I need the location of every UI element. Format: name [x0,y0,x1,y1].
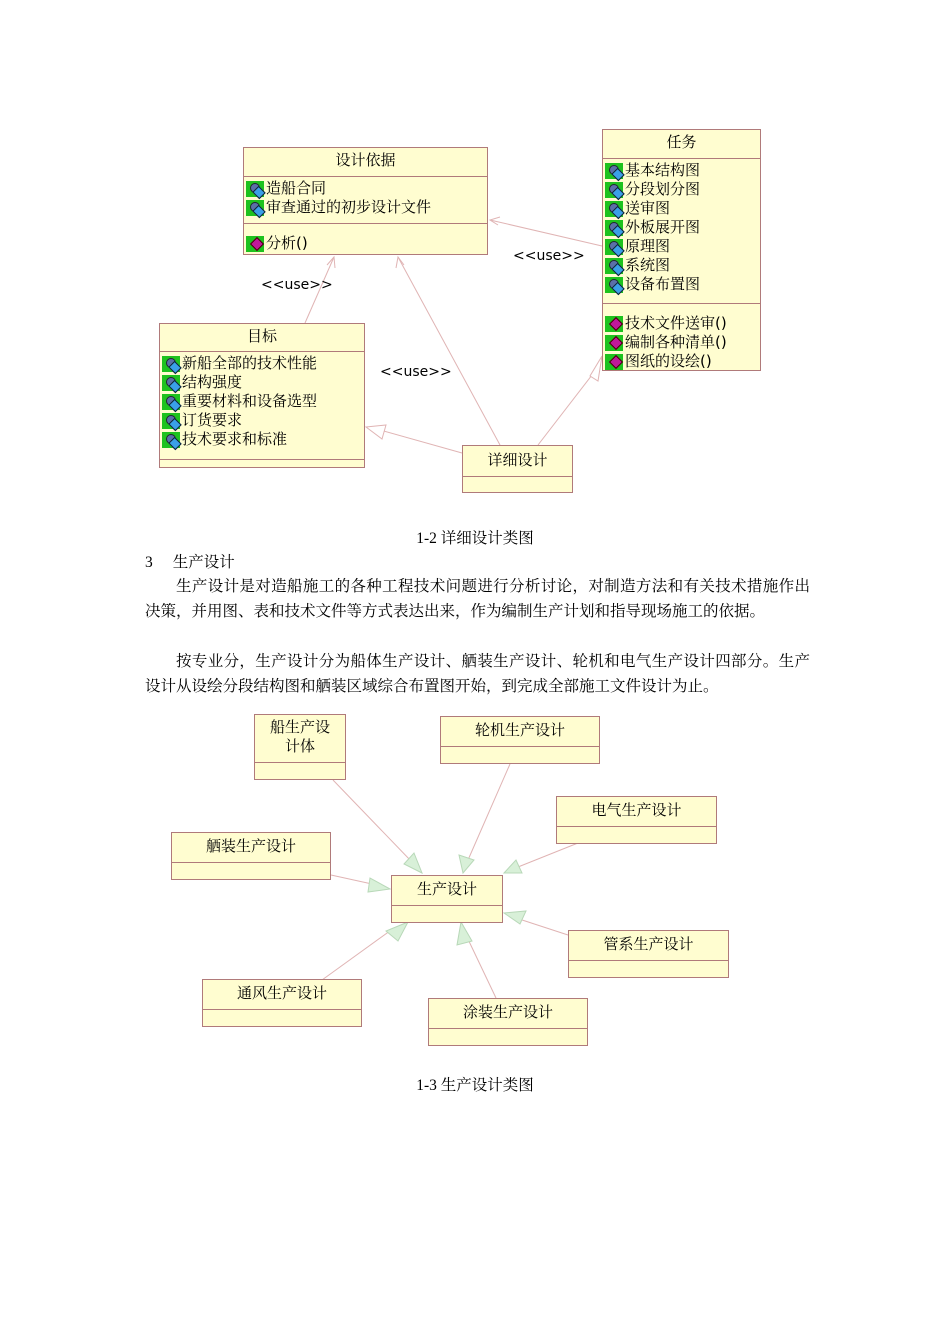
attribute-icon [605,220,623,236]
class-hull-production-design[interactable] [254,714,346,780]
class-task-attributes [603,159,760,304]
attribute-icon [162,432,180,448]
class-compartment [463,477,572,486]
class-engine-production-design[interactable] [440,716,600,764]
attribute-label: 造船合同 [266,179,327,197]
stereotype-use-label: <<use>> [261,277,333,293]
attribute-icon [162,394,180,410]
attribute-label: 技术要求和标准 [182,430,288,448]
class-hull-title-line: 计体 [284,737,315,755]
paragraph: 生产设计是对造船施工的各种工程技术问题进行分析讨论，对制造方法和有关技术措施作出决策，并用图、表和技术文件等方式表达出来，作为编制生产计划和指导现场施工的依据。 [145,578,810,620]
section-heading [145,550,235,572]
class-ventilation-production-design[interactable] [202,979,362,1027]
attribute-row [603,275,760,294]
class-piping-title: 管系生产设计 [569,931,728,961]
attribute-row [160,392,364,411]
generalization-detail-task [538,375,592,445]
attribute-icon [162,413,180,429]
generalization-arrowhead-task [590,356,602,381]
operation-label: 编制各种清单() [625,333,727,351]
attribute-label: 订货要求 [182,411,243,429]
section-title: 生产设计 [172,554,235,571]
operation-icon [605,316,623,332]
operation-label: 分析() [266,234,308,252]
attribute-icon [605,163,623,179]
class-engine-title: 轮机生产设计 [441,717,599,747]
attribute-label: 原理图 [625,237,671,255]
operation-row [603,352,760,371]
class-task[interactable] [602,129,761,371]
figure-caption-1-3: 1-3 生产设计类图 [416,1077,534,1094]
attribute-label: 基本结构图 [625,161,701,179]
figure-caption-1-2: 1-2 详细设计类图 [416,530,534,547]
attribute-row [603,218,760,237]
attribute-label: 外板展开图 [625,218,701,236]
generalization-detail-goal [380,430,462,453]
attribute-label: 送审图 [625,199,671,217]
class-design-basis-operations [244,224,487,253]
attribute-icon [162,375,180,391]
class-detailed-design[interactable] [462,445,573,493]
class-compartment [172,863,330,873]
attribute-label: 审查通过的初步设计文件 [266,198,432,216]
use-connector-task-basis [490,220,602,246]
class-ventilation-title: 通风生产设计 [203,980,361,1010]
class-outfitting-title: 舾装生产设计 [172,833,330,863]
use-arrowhead-goal-basis [327,257,335,268]
attribute-row [603,161,760,180]
operation-label: 图纸的设绘() [625,352,712,370]
class-painting-production-design[interactable] [428,998,588,1046]
class-electrical-production-design[interactable] [556,796,717,844]
class-compartment [441,747,599,757]
class-piping-production-design[interactable] [568,930,729,978]
use-connector-detail-basis [398,257,500,445]
class-design-basis-title: 设计依据 [244,148,487,177]
attribute-row [603,180,760,199]
class-task-title: 任务 [603,130,760,159]
class-production-design[interactable] [391,875,503,923]
paragraph: 按专业分，生产设计分为船体生产设计、舾装生产设计、轮机和电气生产设计四部分。生产设计从设绘分段结构图和舾装区域综合布置图开始，到完成全部施工文件设计为止。 [145,653,810,695]
class-goal[interactable] [159,323,365,468]
class-compartment [203,1010,361,1020]
class-production-design-title: 生产设计 [392,876,502,906]
operation-icon [246,236,264,252]
class-task-operations [603,304,760,371]
attribute-row [603,237,760,256]
attribute-row [160,411,364,430]
operation-row [244,234,487,253]
operation-row [603,333,760,352]
class-electrical-title: 电气生产设计 [557,797,716,827]
class-compartment [429,1029,587,1039]
attribute-label: 设备布置图 [625,275,701,293]
attribute-icon [605,201,623,217]
class-outfitting-production-design[interactable] [171,832,331,880]
attribute-icon [246,200,264,216]
attribute-row [244,179,487,198]
class-compartment [557,827,716,837]
attribute-label: 分段划分图 [625,180,701,198]
attribute-label: 重要材料和设备选型 [182,392,318,410]
attribute-row [160,354,364,373]
class-goal-attributes [160,352,364,460]
attribute-label: 系统图 [625,256,671,274]
class-painting-title: 涂装生产设计 [429,999,587,1029]
attribute-label: 结构强度 [182,373,243,391]
stereotype-use-label: <<use>> [513,248,585,264]
class-compartment [569,961,728,971]
generalization-arrowhead-goal [366,425,386,439]
class-hull-title-line: 船生产设 [269,718,330,736]
operation-icon [605,354,623,370]
attribute-row [160,373,364,392]
attribute-row [603,256,760,275]
class-design-basis-attributes [244,177,487,224]
attribute-label: 新船全部的技术性能 [182,354,318,372]
attribute-icon [246,181,264,197]
class-compartment [392,906,502,916]
attribute-icon [605,239,623,255]
class-design-basis[interactable] [243,147,488,255]
attribute-row [244,198,487,217]
operation-row [603,314,760,333]
operation-label: 技术文件送审() [625,314,727,332]
attribute-icon [605,258,623,274]
attribute-icon [605,277,623,293]
class-detailed-design-title: 详细设计 [463,446,572,477]
section-number: 3 [145,554,153,571]
operation-icon [605,335,623,351]
class-goal-title: 目标 [160,324,364,352]
attribute-icon [605,182,623,198]
class-hull-title [255,715,345,763]
class-compartment [255,763,345,773]
attribute-row [603,199,760,218]
stereotype-use-label: <<use>> [380,364,452,380]
attribute-row [160,430,364,449]
attribute-icon [162,356,180,372]
